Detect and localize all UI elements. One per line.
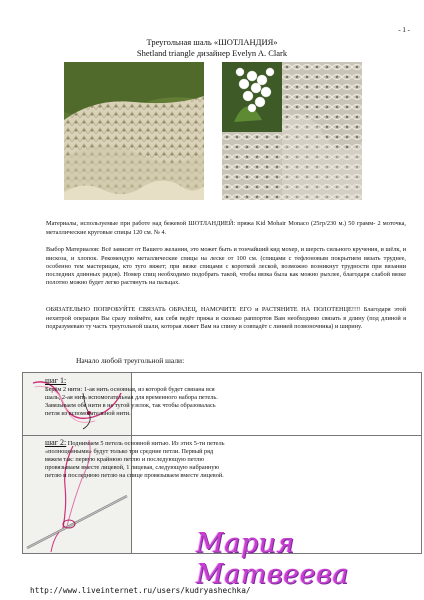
step1-description: Берём 2 нити: 1-ая нить основная, из которой будет связана вся шаль, 2-ая нить вспомогательная для временного набора петель. Завязываем обе нити в не тугой узелок, так чтобы образовалась петля из вспомогательной нити. [45, 386, 218, 418]
steps-table [22, 372, 422, 554]
materials-choice-paragraph: Выбор Материалов: Всё зависит от Вашего желания, это может быть и тончайший кид мохер, и шерсть сильного кручения, и шёлк, и вискоза, и хлопок. Рекомендую металлические спицы на леске от 100 см. (спицами с тефлоновым покрытием вязать труднее, особенно тем мастерицам, кто туго вяжет; при вязке спицами с короткой леской, возможно возникнут трудности при вязании последних длинных рядов). Номер спиц необходимо подобрать такой, чтобы вязка была как можно рыхлее, благодаря слабой вязке полотно можно будет легко растянуть на пальцах. [46, 246, 406, 287]
step2-text [45, 439, 225, 480]
footer-link[interactable]: http://www.liveinternet.ru/users/kudryashechka/ [30, 586, 251, 595]
step2-label: шаг 2: [45, 438, 67, 447]
document-title: Треугольная шаль «ШОТЛАНДИЯ» [146, 37, 278, 47]
step2-description: Поднимаем 5 петель основной нитью. Из этих 5-ти петель «полноценными» будут только три средние петли. Первый ряд вяжем так: первую крайнюю петлю и последующую петлю провязываем вместе лицевой, 1 лицевая, следующую набранную петлю и последнюю петлю на спице провязываем вместе лицевой. [45, 440, 225, 480]
author-signature: Мария Матвеева [196, 528, 349, 590]
sample-paragraph: ОБЯЗАТЕЛЬНО ПОПРОБУЙТЕ СВЯЗАТЬ ОБРАЗЕЦ, НАМОЧИТЕ ЕГО и РАСТЯНИТЕ НА ПОЛОТЕНЦЕ!!!! Благодаря этой нехитрой операции Вы сразу поймёте, как себя ведёт пряжа и сколько раппортов Вам необходимо связать в длину (под длиной я подразумеваю ту часть треугольной шали, которая ляжет Вам на спину и совпадёт с линией позвоночника) и ширину. [46, 306, 406, 330]
step1-text [45, 377, 225, 418]
materials-paragraph: Материалы, используемые при работе над бежевой ШОТЛАНДИЕЙ: пряжа Kid Mohair Monaco (25гр/230 м.) 50 грамм- 2 моточка, металлические круговые спицы 120 см. № 4. [46, 220, 406, 236]
page-number: - 1 - [398, 26, 410, 34]
section-heading: Начало любой треугольной шали: [76, 356, 185, 365]
step1-label: шаг 1: [45, 376, 67, 385]
document-subtitle: Shetland triangle дизайнер Evelyn A. Clark [136, 48, 288, 58]
lilac-lace-photo-right [222, 62, 362, 200]
shawl-photo-left [64, 62, 204, 200]
